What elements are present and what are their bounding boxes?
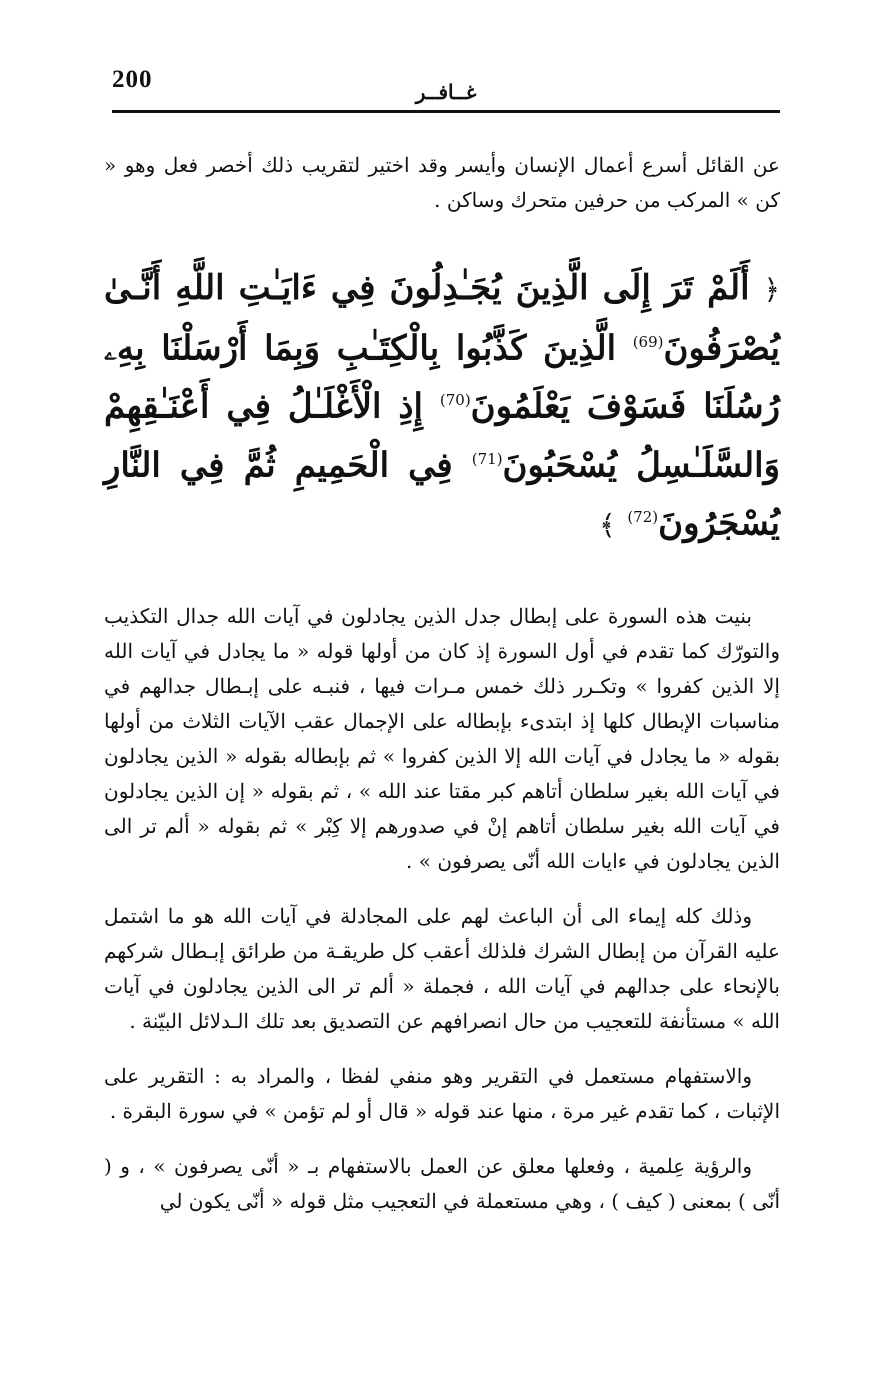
spacer	[104, 551, 780, 599]
spacer	[104, 1129, 780, 1149]
intro-paragraph: عن القائل أسرع أعمال الإنسان وأيسر وقد اختير لتقريب ذلك أخصر فعل وهو « كن » المركب من حرفين متحرك وساكن .	[104, 153, 780, 212]
commentary-paragraph: بنيت هذه السورة على إبطال جدل الذين يجادلون في آيات الله جدال التكذيب والتورّك كما تقدم في أول السورة إذ كان من أولها قوله « ما يجادل في آيات الله إلا الذين كفروا » وتكـرر ذلك خمس مـرات فيها ، فنبـه على إبـطال جدالهم في مناسبات الإبطال كلها إذ ابتدىء بإبطاله على الإجمال عقب الآيات الثلاث من أولها بقوله « ما يجادل في آيات الله إلا الذين كفروا » ثم بإبطاله بقوله « الذين يجادلون في آيات الله بغير سلطان أتاهم كبر مقتا عند الله » ، ثم بقوله « إن الذين يجادلون في آيات الله بغير سلطان أتاهم إنْ في صدورهم إلا كِبْر » ثم بقوله « ألم تر الى الذين يجادلون في ءايات الله أنّى يصرفون » .	[104, 604, 780, 874]
page-header	[112, 62, 780, 113]
verse-70: الَّذِينَ كَذَّبُوا بِالْكِتَـٰبِ وَبِمَا أَرْسَلْنَا بِهِۦ رُسُلَنَا فَسَوْفَ يَعْلَمُونَ	[104, 328, 780, 427]
verse-71: إِذِ الْأَغْلَـٰلُ فِي أَعْنَـٰقِهِمْ وَالسَّلَـٰسِلُ يُسْحَبُونَ	[104, 386, 780, 485]
page-body	[104, 148, 780, 1219]
commentary-paragraph: والاستفهام مستعمل في التقرير وهو منفي لفظا ، والمراد به : التقرير على الإثبات ، كما تقدم غير مرة ، منها عند قوله « قال أو لم تؤمن » في سورة البقرة .	[104, 1064, 780, 1124]
verse-close-ornament: ﴾	[599, 508, 616, 542]
verse-number-71: (71)	[471, 449, 503, 468]
verse-72: فِي الْحَمِيمِ ثُمَّ فِي النَّارِ يُسْجَرُونَ	[104, 444, 780, 544]
verse-open-ornament: ﴿	[763, 273, 781, 306]
verse-number-69: (69)	[632, 333, 664, 351]
verse-69: أَلَمْ تَرَ إِلَى الَّذِينَ يُجَـٰدِلُونَ فِي ءَايَـٰتِ اللَّهِ أَنَّـىٰ يُصْرَفُونَ	[104, 268, 780, 369]
spacer	[104, 879, 780, 899]
page-number: 200	[112, 66, 153, 93]
commentary-paragraph: والرؤية عِلمية ، وفعلها معلق عن العمل بالاستفهام بـ « أنّى يصرفون » ، و ( أنّى ) بمعنى ( كيف ) ، وهي مستعملة في التعجيب مثل قوله « أنّى يكون لي	[104, 1154, 780, 1214]
commentary-paragraph: وذلك كله إيماء الى أن الباعث لهم على المجادلة في آيات الله هو ما اشتمل عليه القرآن من إبطال الشرك فلذلك أعقب كل طريقـة من طرائق إبـطال شركهم بالإنحاء على جدالهم في آيات الله ، فجملة « ألم تر الى الذين يجادلون في آيات الله » مستأنفة للتعجيب من حال انصرافهم عن التصديق بعد تلك الـدلائل البيّنة .	[104, 904, 780, 1034]
surah-name: غــافــر	[415, 80, 477, 104]
quran-verses	[104, 262, 780, 551]
verse-number-72: (72)	[627, 507, 659, 526]
spacer	[104, 218, 780, 262]
verse-number-70: (70)	[439, 391, 471, 410]
spacer	[104, 1039, 780, 1059]
